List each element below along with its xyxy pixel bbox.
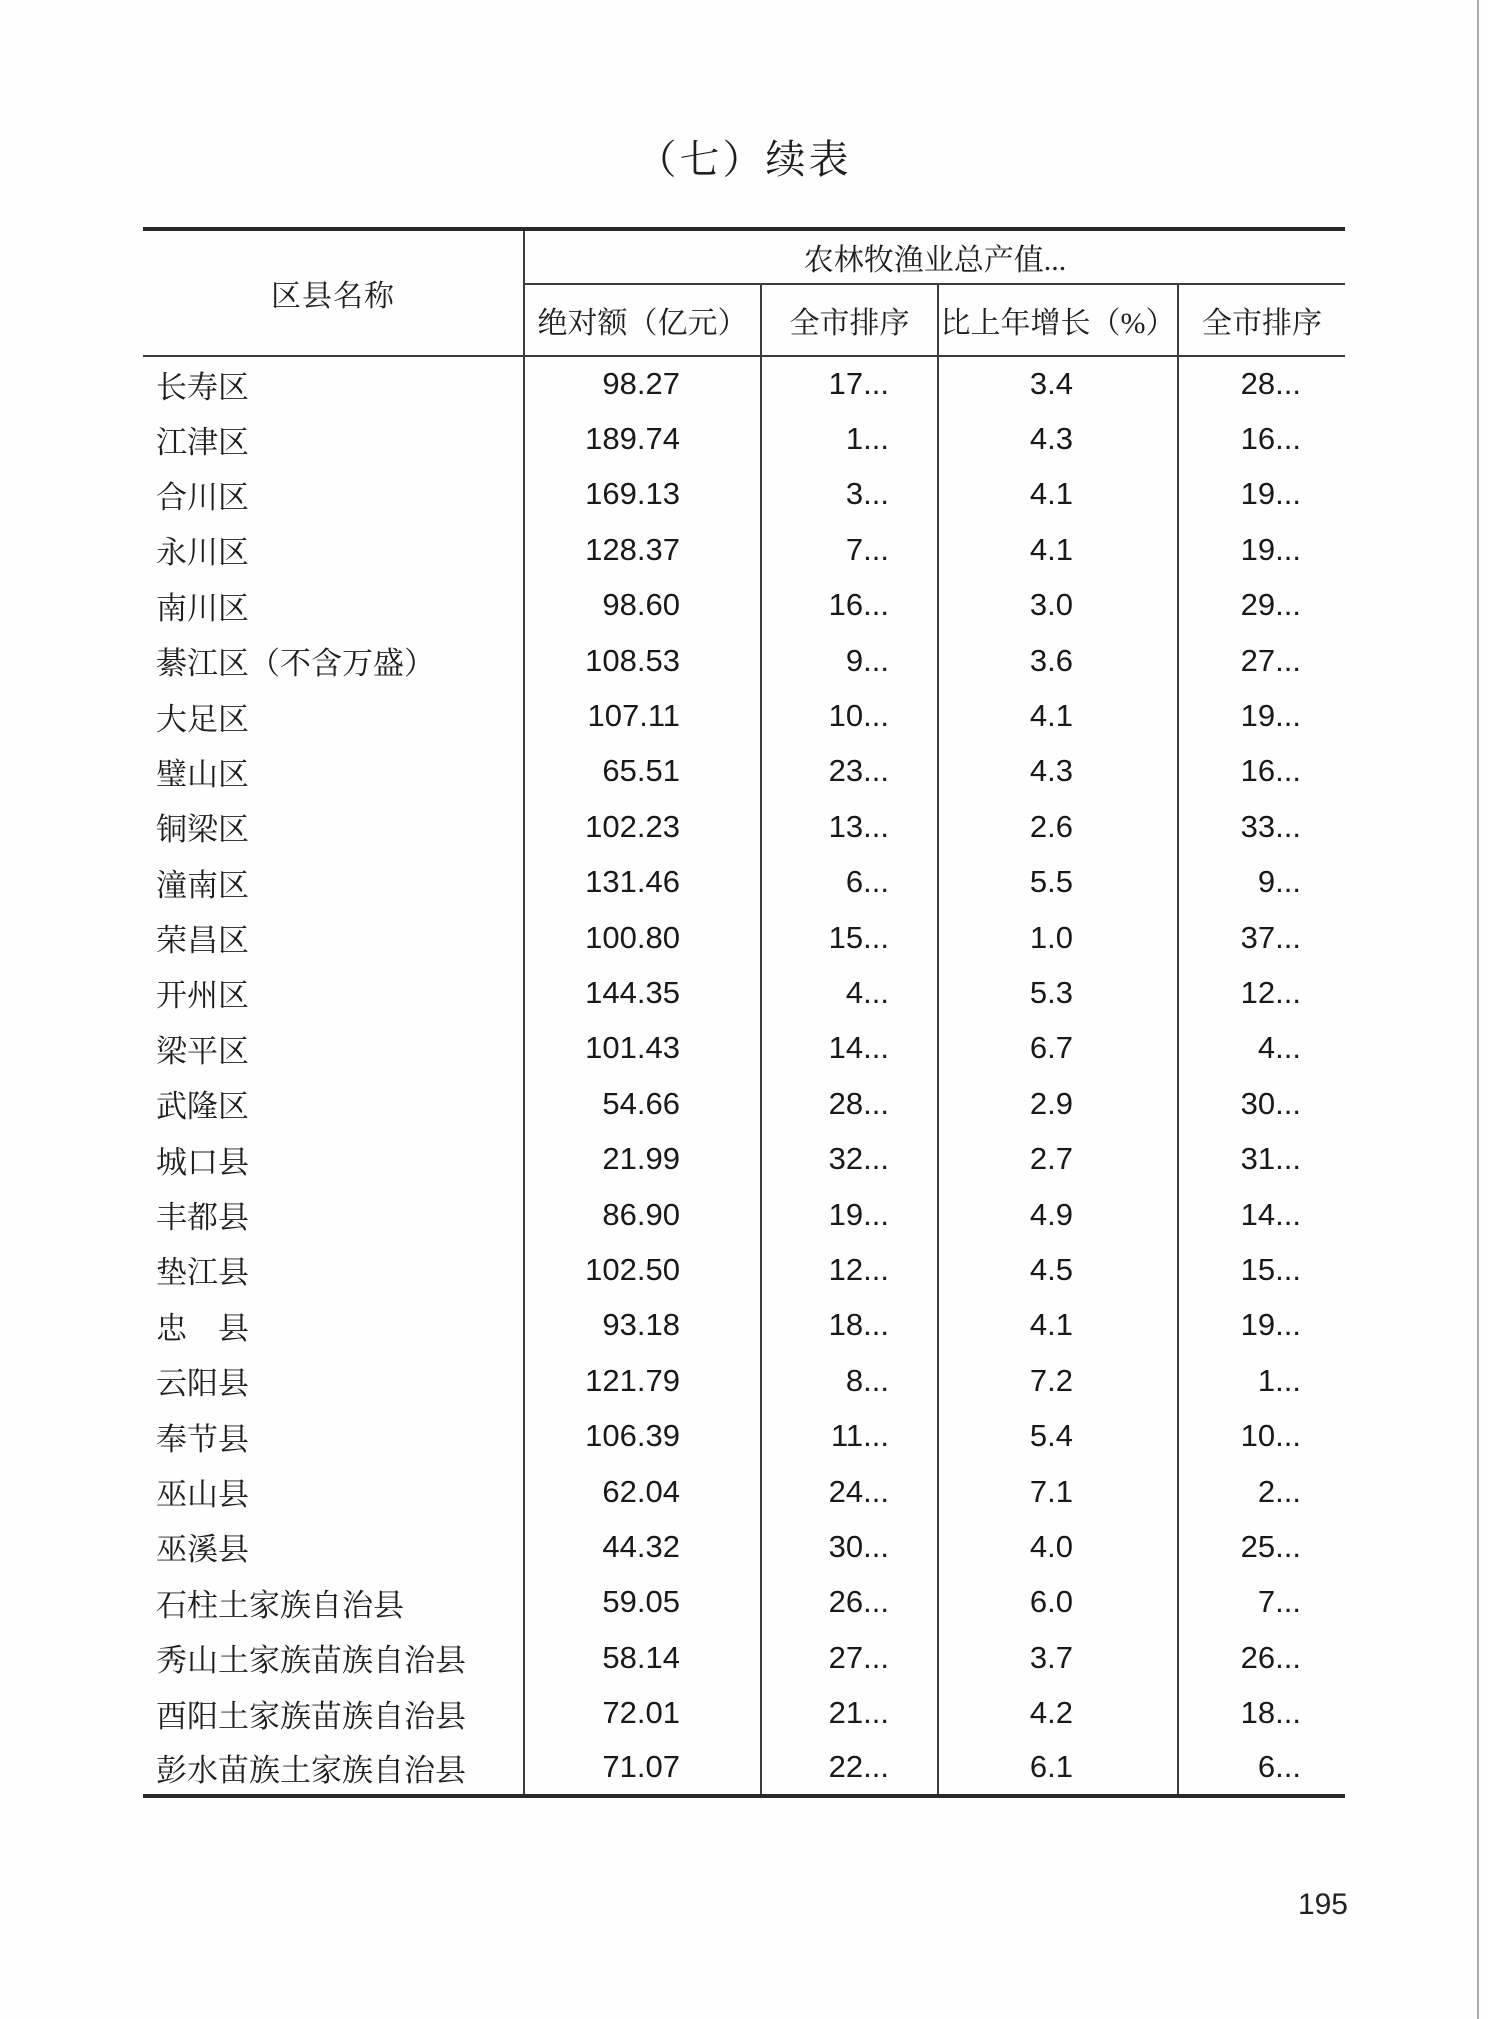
absolute-amount-cell: 144.35: [524, 965, 761, 1020]
region-name-cell: 奉节县: [143, 1408, 524, 1463]
region-name-cell: 巫溪县: [143, 1519, 524, 1574]
absolute-amount-cell: 54.66: [524, 1076, 761, 1131]
growth-rate-cell: 4.3: [938, 411, 1178, 466]
table-row: [143, 1242, 1345, 1297]
city-rank2-cell: 7...: [1257, 1584, 1301, 1620]
absolute-amount-cell: 121.79: [524, 1353, 761, 1408]
city-rank2-cell: 33...: [1240, 808, 1301, 844]
growth-rate-cell: 4.0: [938, 1519, 1178, 1574]
absolute-amount-cell: 59.05: [524, 1575, 761, 1630]
growth-rate-cell: 7.2: [938, 1353, 1178, 1408]
growth-rate-cell: 5.3: [938, 965, 1178, 1020]
region-name-cell: 彭水苗族土家族自治县: [143, 1741, 524, 1796]
table-row: [143, 1298, 1345, 1353]
city-rank2-cell: 16...: [1240, 753, 1301, 789]
column-header-region-name: 区县名称: [143, 229, 524, 356]
table-row: [143, 522, 1345, 577]
city-rank-cell: 30...: [761, 1519, 938, 1574]
city-rank2-cell: 19...: [1240, 1307, 1301, 1343]
table-row: [143, 965, 1345, 1020]
absolute-amount-cell: 44.32: [524, 1519, 761, 1574]
region-name-cell: 开州区: [143, 965, 524, 1020]
data-table: [143, 227, 1345, 1798]
region-name-cell: 璧山区: [143, 744, 524, 799]
city-rank2-cell: 6...: [1257, 1749, 1301, 1785]
city-rank2-cell: 31...: [1240, 1141, 1301, 1177]
absolute-amount-cell: 169.13: [524, 467, 761, 522]
region-name-cell: 长寿区: [143, 356, 524, 411]
city-rank2-cell: 12...: [1240, 974, 1301, 1010]
growth-rate-cell: 5.4: [938, 1408, 1178, 1463]
table-row: [143, 1187, 1345, 1242]
table-row: [143, 744, 1345, 799]
region-name-cell: 忠 县: [143, 1298, 524, 1353]
table-row: [143, 1131, 1345, 1186]
absolute-amount-cell: 71.07: [524, 1741, 761, 1796]
city-rank2-cell: 30...: [1240, 1085, 1301, 1121]
growth-rate-cell: 3.6: [938, 633, 1178, 688]
absolute-amount-cell: 102.23: [524, 799, 761, 854]
table-row: [143, 688, 1345, 743]
region-name-cell: 南川区: [143, 578, 524, 633]
growth-rate-cell: 3.0: [938, 578, 1178, 633]
table-row: [143, 1575, 1345, 1630]
city-rank-cell: 12...: [761, 1242, 938, 1297]
city-rank-cell: 17...: [761, 356, 938, 411]
region-name-cell: 酉阳土家族苗族自治县: [143, 1685, 524, 1740]
table-row: [143, 1685, 1345, 1740]
table-row: [143, 910, 1345, 965]
table-row: [143, 1021, 1345, 1076]
region-name-cell: 石柱土家族自治县: [143, 1575, 524, 1630]
growth-rate-cell: 4.2: [938, 1685, 1178, 1740]
growth-rate-cell: 2.9: [938, 1076, 1178, 1131]
table-row: [143, 855, 1345, 910]
city-rank-cell: 32...: [761, 1131, 938, 1186]
table-row: [143, 633, 1345, 688]
city-rank-cell: 4...: [761, 965, 938, 1020]
table-row: [143, 411, 1345, 466]
region-name-cell: 秀山土家族苗族自治县: [143, 1630, 524, 1685]
growth-rate-cell: 4.1: [938, 522, 1178, 577]
city-rank2-cell: 19...: [1240, 698, 1301, 734]
region-name-cell: 城口县: [143, 1131, 524, 1186]
city-rank2-cell: 10...: [1240, 1418, 1301, 1454]
region-name-cell: 大足区: [143, 688, 524, 743]
growth-rate-cell: 5.5: [938, 855, 1178, 910]
region-name-cell: 江津区: [143, 411, 524, 466]
column-header-absolute-amount: 绝对额（亿元）: [524, 284, 761, 356]
table-body: [143, 356, 1345, 1796]
region-name-cell: 武隆区: [143, 1076, 524, 1131]
city-rank2-cell: 14...: [1240, 1196, 1301, 1232]
city-rank-cell: 9...: [761, 633, 938, 688]
city-rank-cell: 28...: [761, 1076, 938, 1131]
absolute-amount-cell: 106.39: [524, 1408, 761, 1463]
column-header-city-rank-2: 全市排序: [1178, 284, 1345, 356]
city-rank-cell: 14...: [761, 1021, 938, 1076]
growth-rate-cell: 1.0: [938, 910, 1178, 965]
city-rank2-cell: 19...: [1240, 476, 1301, 512]
city-rank2-cell: 18...: [1240, 1695, 1301, 1731]
growth-rate-cell: 6.7: [938, 1021, 1178, 1076]
column-header-growth-rate: 比上年增长（%）: [938, 284, 1178, 356]
absolute-amount-cell: 98.27: [524, 356, 761, 411]
city-rank-cell: 21...: [761, 1685, 938, 1740]
growth-rate-cell: 4.1: [938, 467, 1178, 522]
column-header-city-rank-1: 全市排序: [761, 284, 938, 356]
city-rank2-cell: 27...: [1240, 642, 1301, 678]
city-rank2-cell: 28...: [1240, 366, 1301, 402]
city-rank-cell: 7...: [761, 522, 938, 577]
absolute-amount-cell: 93.18: [524, 1298, 761, 1353]
table-row: [143, 578, 1345, 633]
city-rank-cell: 11...: [761, 1408, 938, 1463]
growth-rate-cell: 3.7: [938, 1630, 1178, 1685]
absolute-amount-cell: 100.80: [524, 910, 761, 965]
table-row: [143, 1464, 1345, 1519]
city-rank2-cell: 9...: [1257, 864, 1301, 900]
table-row: [143, 799, 1345, 854]
absolute-amount-cell: 107.11: [524, 688, 761, 743]
growth-rate-cell: 4.3: [938, 744, 1178, 799]
city-rank-cell: 26...: [761, 1575, 938, 1630]
absolute-amount-cell: 58.14: [524, 1630, 761, 1685]
city-rank2-cell: 37...: [1240, 919, 1301, 955]
region-name-cell: 合川区: [143, 467, 524, 522]
absolute-amount-cell: 72.01: [524, 1685, 761, 1740]
table-row: [143, 1408, 1345, 1463]
growth-rate-cell: 2.6: [938, 799, 1178, 854]
city-rank2-cell: 25...: [1240, 1528, 1301, 1564]
city-rank2-cell: 4...: [1257, 1030, 1301, 1066]
city-rank2-cell: 26...: [1240, 1639, 1301, 1675]
growth-rate-cell: 4.9: [938, 1187, 1178, 1242]
city-rank-cell: 15...: [761, 910, 938, 965]
absolute-amount-cell: 98.60: [524, 578, 761, 633]
absolute-amount-cell: 86.90: [524, 1187, 761, 1242]
absolute-amount-cell: 189.74: [524, 411, 761, 466]
region-name-cell: 永川区: [143, 522, 524, 577]
city-rank-cell: 24...: [761, 1464, 938, 1519]
region-name-cell: 云阳县: [143, 1353, 524, 1408]
city-rank-cell: 19...: [761, 1187, 938, 1242]
city-rank2-cell: 1...: [1257, 1362, 1301, 1398]
growth-rate-cell: 2.7: [938, 1131, 1178, 1186]
city-rank2-cell: 19...: [1240, 531, 1301, 567]
city-rank2-cell: 29...: [1240, 587, 1301, 623]
column-header-gross-output-span: 农林牧渔业总产值...: [524, 229, 1345, 284]
city-rank-cell: 27...: [761, 1630, 938, 1685]
table-row: [143, 1353, 1345, 1408]
city-rank2-cell: 15...: [1240, 1251, 1301, 1287]
page-title: （七）续表: [636, 137, 852, 182]
growth-rate-cell: 6.0: [938, 1575, 1178, 1630]
region-name-cell: 铜梁区: [143, 799, 524, 854]
city-rank-cell: 13...: [761, 799, 938, 854]
table-row: [143, 1076, 1345, 1131]
city-rank-cell: 16...: [761, 578, 938, 633]
city-rank-cell: 18...: [761, 1298, 938, 1353]
growth-rate-cell: 6.1: [938, 1741, 1178, 1796]
header-row-top: [143, 229, 1345, 284]
growth-rate-cell: 4.5: [938, 1242, 1178, 1297]
region-name-cell: 梁平区: [143, 1021, 524, 1076]
table-header: [143, 229, 1345, 356]
region-name-cell: 丰都县: [143, 1187, 524, 1242]
city-rank-cell: 23...: [761, 744, 938, 799]
absolute-amount-cell: 128.37: [524, 522, 761, 577]
absolute-amount-cell: 131.46: [524, 855, 761, 910]
region-name-cell: 巫山县: [143, 1464, 524, 1519]
table-row: [143, 1630, 1345, 1685]
city-rank-cell: 6...: [761, 855, 938, 910]
growth-rate-cell: 3.4: [938, 356, 1178, 411]
scan-edge-line: [1477, 0, 1479, 2019]
region-name-cell: 潼南区: [143, 855, 524, 910]
absolute-amount-cell: 62.04: [524, 1464, 761, 1519]
absolute-amount-cell: 65.51: [524, 744, 761, 799]
region-name-cell: 荣昌区: [143, 910, 524, 965]
table-row: [143, 356, 1345, 411]
city-rank2-cell: 16...: [1240, 421, 1301, 457]
growth-rate-cell: 7.1: [938, 1464, 1178, 1519]
city-rank-cell: 8...: [761, 1353, 938, 1408]
absolute-amount-cell: 101.43: [524, 1021, 761, 1076]
absolute-amount-cell: 102.50: [524, 1242, 761, 1297]
city-rank-cell: 3...: [761, 467, 938, 522]
city-rank-cell: 10...: [761, 688, 938, 743]
absolute-amount-cell: 21.99: [524, 1131, 761, 1186]
city-rank-cell: 22...: [761, 1741, 938, 1796]
absolute-amount-cell: 108.53: [524, 633, 761, 688]
page-number: 195: [1297, 1888, 1348, 1921]
table-row: [143, 1519, 1345, 1574]
growth-rate-cell: 4.1: [938, 688, 1178, 743]
region-name-cell: 垫江县: [143, 1242, 524, 1297]
table-row: [143, 467, 1345, 522]
city-rank2-cell: 2...: [1257, 1473, 1301, 1509]
table-row: [143, 1741, 1345, 1796]
region-name-cell: 綦江区（不含万盛）: [143, 633, 524, 688]
city-rank-cell: 1...: [761, 411, 938, 466]
growth-rate-cell: 4.1: [938, 1298, 1178, 1353]
